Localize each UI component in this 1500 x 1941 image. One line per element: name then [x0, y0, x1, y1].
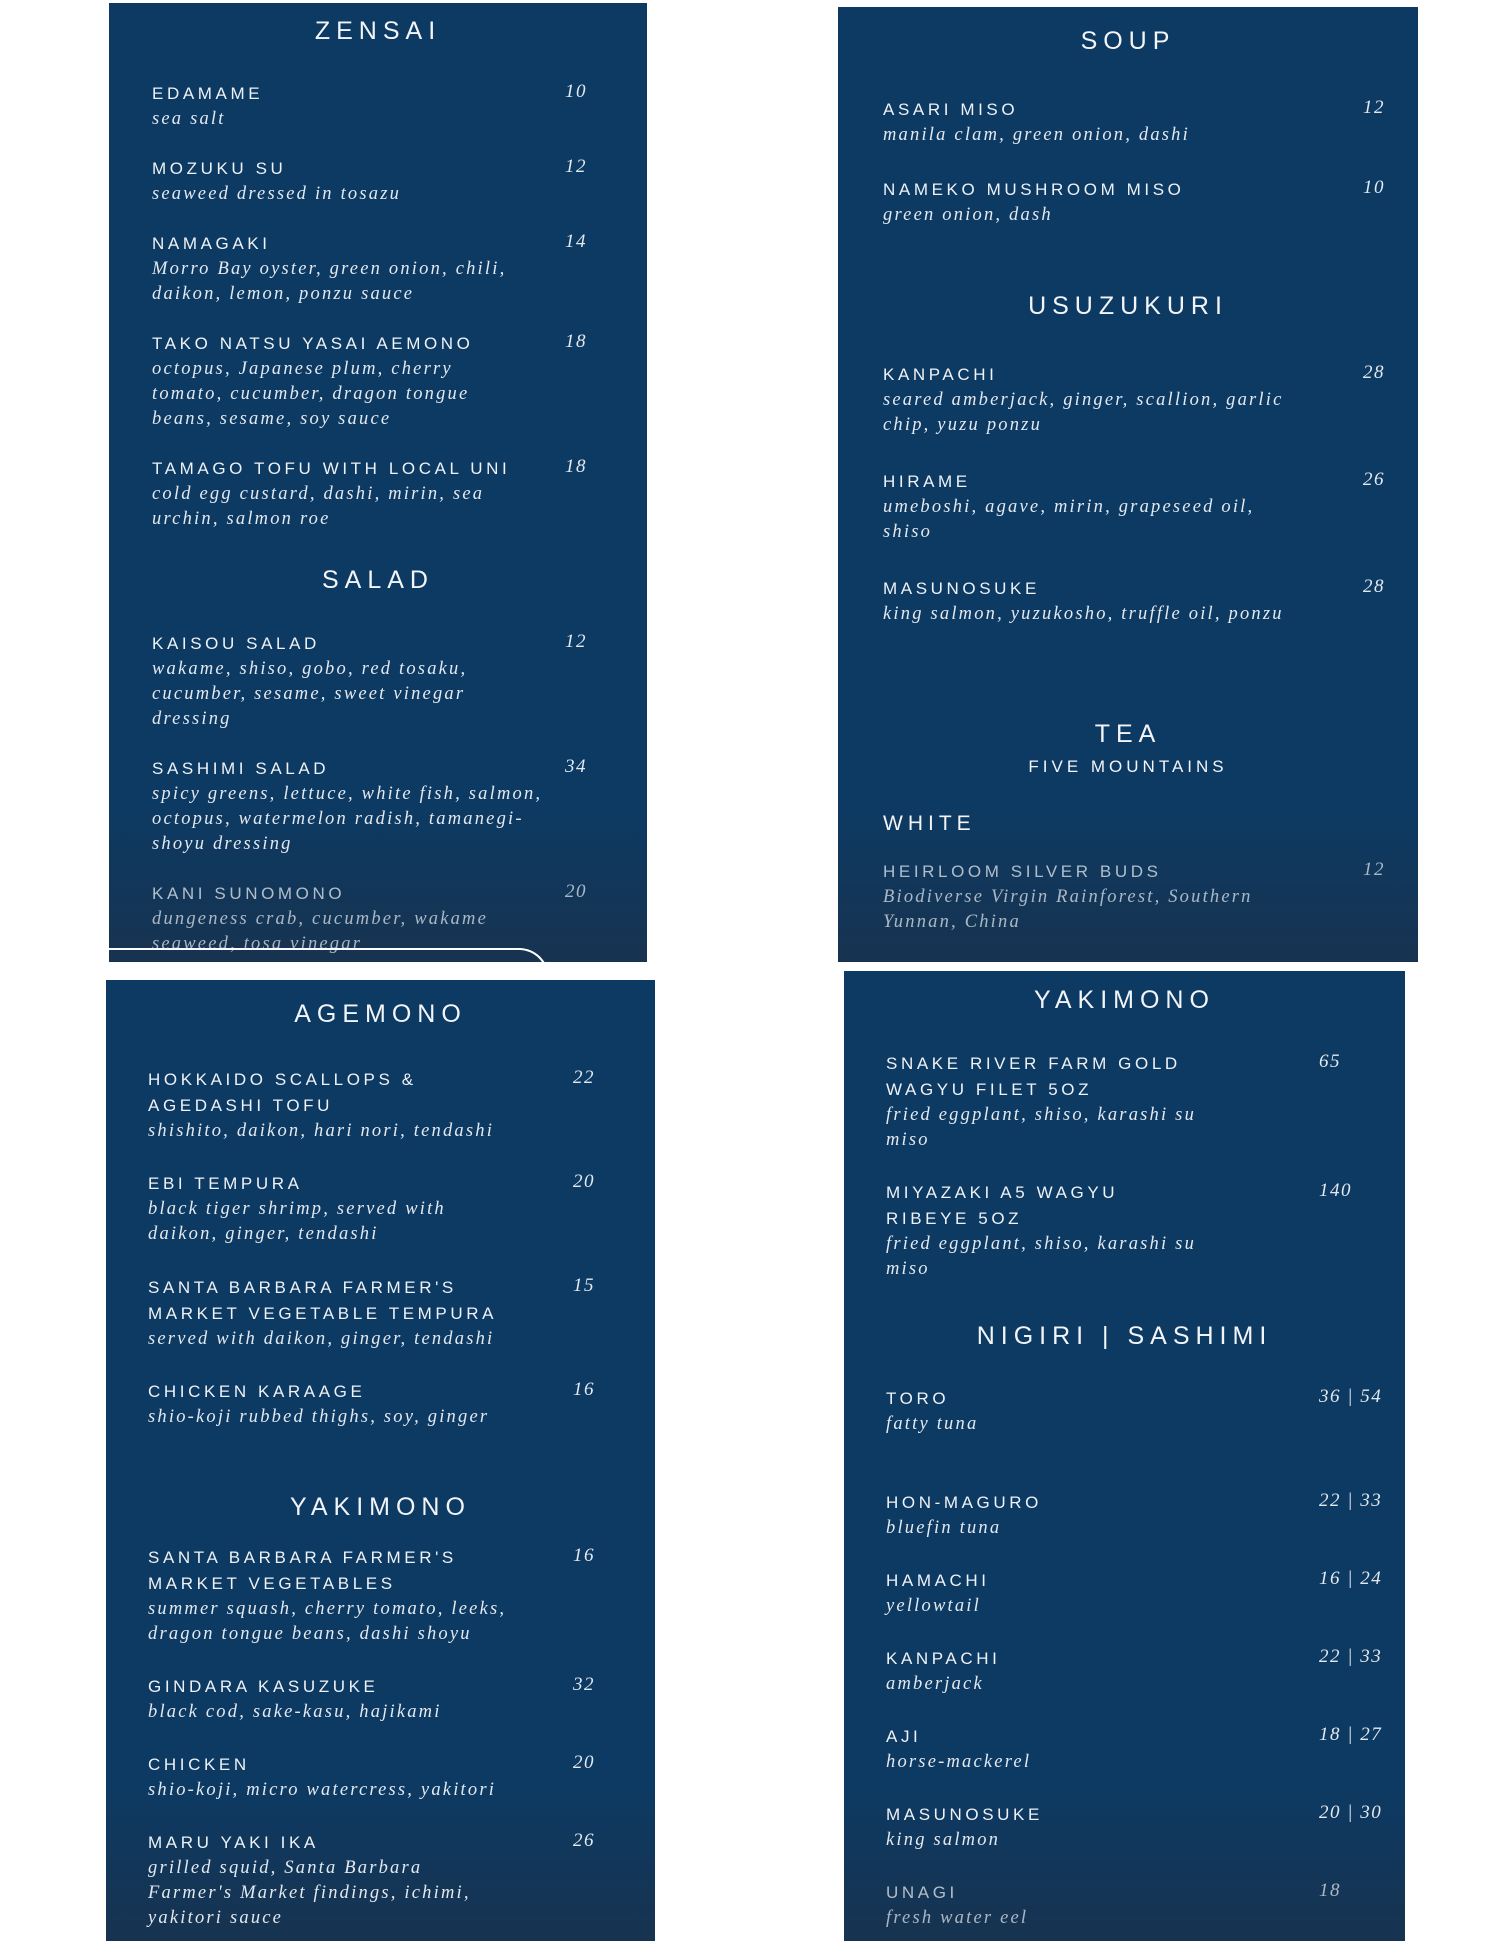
item-price: 20 | 30: [1319, 1802, 1383, 1823]
item-desc: spicy greens, lettuce, white fish, salmon, octopus, watermelon radish, tamanegi-shoyu dressing: [152, 784, 543, 854]
menu-panel-agemono-yakimono: [106, 980, 655, 1941]
item-price: 140: [1319, 1180, 1352, 1201]
item-name: TORO: [886, 1389, 950, 1408]
item-name: EBI TEMPURA: [148, 1174, 303, 1193]
item-price: 16: [573, 1545, 595, 1566]
section-title-agemono: AGEMONO: [294, 1000, 467, 1028]
item-price: 18: [565, 456, 587, 477]
item-price: 20: [573, 1752, 595, 1773]
item-desc: shishito, daikon, hari nori, tendashi: [148, 1121, 495, 1141]
item-desc: cold egg custard, dashi, mirin, sea urchin, salmon roe: [152, 484, 485, 529]
menu-item-edamame: [152, 81, 587, 132]
item-desc: black tiger shrimp, served with daikon, ginger, tendashi: [148, 1199, 446, 1244]
menu-item-chicken: [148, 1752, 595, 1803]
item-price: 22 | 33: [1319, 1646, 1383, 1667]
section-title-zensai: ZENSAI: [314, 17, 442, 45]
item-name: SASHIMI SALAD: [152, 759, 330, 778]
item-name: MARU YAKI IKA: [148, 1833, 319, 1852]
item-desc: summer squash, cherry tomato, leeks, dragon tongue beans, dashi shoyu: [148, 1599, 507, 1644]
menu-item-kanpachi-nigiri: [886, 1646, 1383, 1697]
menu-item-tako-natsu-yasai-aemono: [152, 331, 587, 432]
item-price: 12: [1363, 97, 1385, 118]
item-desc: shio-koji, micro watercress, yakitori: [148, 1780, 497, 1800]
item-price: 34: [565, 756, 587, 777]
item-price: 65: [1319, 1051, 1341, 1072]
item-desc: fried eggplant, shiso, karashi su miso: [886, 1234, 1197, 1279]
item-name: NAMEKO MUSHROOM MISO: [883, 180, 1185, 199]
menu-item-masunosuke-usuzukuri: [883, 576, 1385, 627]
item-desc: black cod, sake-kasu, hajikami: [148, 1702, 442, 1722]
menu-item-masunosuke-nigiri: [886, 1802, 1383, 1853]
item-desc: seaweed dressed in tosazu: [152, 184, 402, 204]
item-desc: octopus, Japanese plum, cherry tomato, cucumber, dragon tongue beans, sesame, soy sauce: [152, 359, 470, 429]
item-price: 28: [1363, 576, 1385, 597]
item-desc: wakame, shiso, gobo, red tosaku, cucumber, sesame, sweet vinegar dressing: [152, 659, 468, 729]
item-desc: amberjack: [886, 1674, 984, 1694]
section-title-soup: SOUP: [1080, 27, 1176, 55]
item-price: 10: [565, 81, 587, 102]
item-name: EDAMAME: [152, 84, 264, 103]
item-price: 16 | 24: [1319, 1568, 1383, 1589]
item-desc: grilled squid, Santa Barbara Farmer's Market findings, ichimi, yakitori sauce: [148, 1858, 471, 1928]
section-title-salad: SALAD: [322, 566, 434, 594]
item-price: 36 | 54: [1319, 1386, 1383, 1407]
section-title-yakimono: YAKIMONO: [1034, 986, 1215, 1014]
menu-item-heirloom-silver-buds: [883, 859, 1385, 935]
item-name: HEIRLOOM SILVER BUDS: [883, 862, 1162, 881]
item-name: KANPACHI: [886, 1649, 1001, 1668]
menu-item-kanpachi-usuzukuri: [883, 362, 1385, 438]
item-price: 12: [565, 631, 587, 652]
menu-item-kani-sunomono: [152, 881, 587, 957]
item-price: 15: [573, 1275, 595, 1296]
page-curl-edge: [109, 948, 549, 978]
item-name: UNAGI: [886, 1883, 958, 1902]
menu-item-hon-maguro: [886, 1490, 1383, 1541]
item-desc: shio-koji rubbed thighs, soy, ginger: [148, 1407, 490, 1427]
item-name: HOKKAIDO SCALLOPS & AGEDASHI TOFU: [148, 1070, 417, 1115]
item-desc: horse-mackerel: [886, 1752, 1032, 1772]
item-name: SANTA BARBARA FARMER'S MARKET VEGETABLE TEMPURA: [148, 1278, 498, 1323]
item-name: HON-MAGURO: [886, 1493, 1042, 1512]
menu-item-hamachi: [886, 1568, 1383, 1619]
menu-item-vegetable-tempura: [148, 1275, 595, 1352]
item-price: 20: [565, 881, 587, 902]
item-desc: umeboshi, agave, mirin, grapeseed oil, shiso: [883, 497, 1255, 542]
item-price: 18: [565, 331, 587, 352]
item-desc: fried eggplant, shiso, karashi su miso: [886, 1105, 1197, 1150]
item-desc: Morro Bay oyster, green onion, chili, daikon, lemon, ponzu sauce: [152, 259, 507, 304]
menu-item-ebi-tempura: [148, 1171, 595, 1247]
menu-item-nameko-mushroom-miso: [883, 177, 1385, 228]
item-name: CHICKEN KARAAGE: [148, 1382, 366, 1401]
menu-item-unagi: [886, 1880, 1341, 1931]
tea-subtitle: FIVE MOUNTAINS: [1028, 757, 1228, 776]
menu-panel-soup-usuzukuri-tea: [838, 7, 1418, 962]
item-name: TAMAGO TOFU WITH LOCAL UNI: [152, 459, 511, 478]
menu-item-hokkaido-scallops: [148, 1067, 595, 1144]
item-price: 22: [573, 1067, 595, 1088]
menu-item-miyazaki-wagyu: [886, 1180, 1352, 1282]
item-desc: Biodiverse Virgin Rainforest, Southern Yunnan, China: [883, 887, 1253, 932]
item-name: ASARI MISO: [883, 100, 1019, 119]
item-desc: fresh water eel: [886, 1908, 1029, 1928]
menu-item-kaisou-salad: [152, 631, 587, 732]
item-name: KANPACHI: [883, 365, 998, 384]
item-desc: fatty tuna: [886, 1414, 979, 1434]
item-name: KANI SUNOMONO: [152, 884, 346, 903]
item-desc: dungeness crab, cucumber, wakame seaweed, tosa vinegar: [152, 909, 489, 954]
item-price: 28: [1363, 362, 1385, 383]
item-name: MASUNOSUKE: [883, 579, 1040, 598]
item-desc: king salmon, yuzukosho, truffle oil, ponzu: [883, 604, 1284, 624]
item-price: 32: [573, 1674, 595, 1695]
item-name: TAKO NATSU YASAI AEMONO: [152, 334, 474, 353]
menu-item-farmers-market-vegetables: [148, 1545, 595, 1647]
menu-item-maru-yaki-ika: [148, 1830, 595, 1931]
item-name: KAISOU SALAD: [152, 634, 320, 653]
menu-item-toro: [886, 1386, 1383, 1437]
item-desc: green onion, dash: [883, 205, 1053, 225]
menu-item-gindara-kasuzuke: [148, 1674, 595, 1725]
menu-item-tamago-tofu: [152, 456, 587, 532]
item-price: 26: [573, 1830, 595, 1851]
item-name: HAMACHI: [886, 1571, 990, 1590]
item-name: SNAKE RIVER FARM GOLD WAGYU FILET 5OZ: [886, 1054, 1181, 1099]
menu-panel-zensai-salad: [109, 3, 647, 962]
item-price: 20: [573, 1171, 595, 1192]
section-title-usuzukuri: USUZUKURI: [1028, 292, 1228, 320]
item-price: 16: [573, 1379, 595, 1400]
item-name: GINDARA KASUZUKE: [148, 1677, 379, 1696]
item-price: 10: [1363, 177, 1385, 198]
item-name: CHICKEN: [148, 1755, 250, 1774]
section-title-nigiri-sashimi: NIGIRI | SASHIMI: [976, 1322, 1273, 1350]
item-desc: bluefin tuna: [886, 1518, 1002, 1538]
item-desc: king salmon: [886, 1830, 1001, 1850]
item-price: 12: [565, 156, 587, 177]
menu-item-asari-miso: [883, 97, 1385, 148]
item-price: 12: [1363, 859, 1385, 880]
item-price: 22 | 33: [1319, 1490, 1383, 1511]
item-desc: yellowtail: [886, 1596, 981, 1616]
item-name: MOZUKU SU: [152, 159, 287, 178]
tea-group-white: WHITE: [883, 812, 976, 835]
item-desc: seared amberjack, ginger, scallion, garlic chip, yuzu ponzu: [883, 390, 1284, 435]
item-name: MIYAZAKI A5 WAGYU RIBEYE 5OZ: [886, 1183, 1119, 1228]
item-price: 18 | 27: [1319, 1724, 1383, 1745]
menu-item-sashimi-salad: [152, 756, 587, 857]
item-desc: manila clam, green onion, dashi: [883, 125, 1190, 145]
item-price: 18: [1319, 1880, 1341, 1901]
menu-item-mozuku-su: [152, 156, 587, 207]
item-price: 26: [1363, 469, 1385, 490]
item-name: NAMAGAKI: [152, 234, 271, 253]
item-price: 14: [565, 231, 587, 252]
section-title-yakimono: YAKIMONO: [290, 1493, 471, 1521]
menu-item-snake-river-wagyu: [886, 1051, 1341, 1153]
menu-item-chicken-karaage: [148, 1379, 595, 1430]
menu-item-hirame: [883, 469, 1385, 545]
item-name: MASUNOSUKE: [886, 1805, 1043, 1824]
section-title-tea: TEA: [1094, 720, 1162, 748]
item-desc: sea salt: [152, 109, 226, 129]
item-name: SANTA BARBARA FARMER'S MARKET VEGETABLES: [148, 1548, 457, 1593]
item-name: AJI: [886, 1727, 922, 1746]
item-name: HIRAME: [883, 472, 971, 491]
menu-panel-yakimono-nigiri-sashimi: [844, 971, 1405, 1941]
menu-item-aji: [886, 1724, 1383, 1775]
menu-item-namagaki: [152, 231, 587, 307]
item-desc: served with daikon, ginger, tendashi: [148, 1329, 495, 1349]
